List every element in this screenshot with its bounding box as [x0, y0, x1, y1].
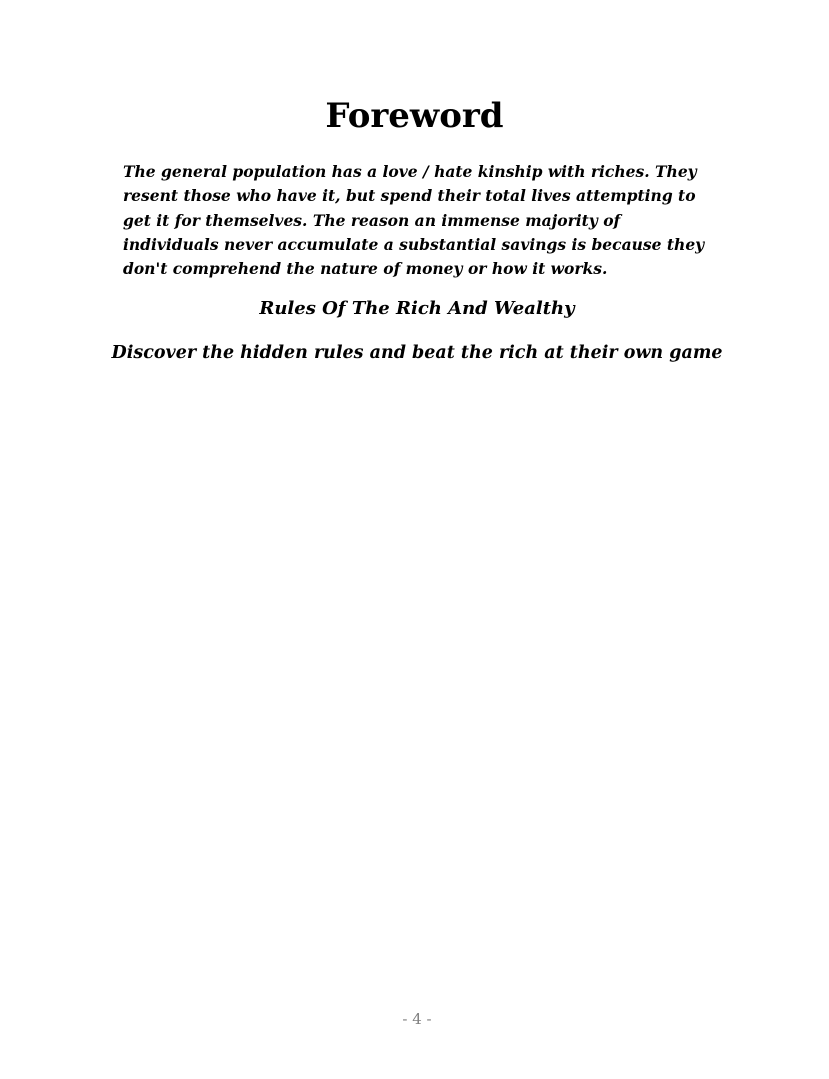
book-subtitle: Rules Of The Rich And Wealthy — [259, 298, 575, 319]
page-number: - 4 - — [402, 1010, 432, 1028]
foreword-paragraph: The general population has a love / hate kinship with riches. They resent those who have it, but spend their total lives attempting to get it for themselves. The reason an immense majority of individuals never accumulate a substantial savings is because they don't comprehend the nature of money or how it works. — [123, 162, 705, 279]
page-title: Foreword — [325, 96, 504, 136]
book-tagline: Discover the hidden rules and beat the rich at their own game — [111, 343, 723, 363]
